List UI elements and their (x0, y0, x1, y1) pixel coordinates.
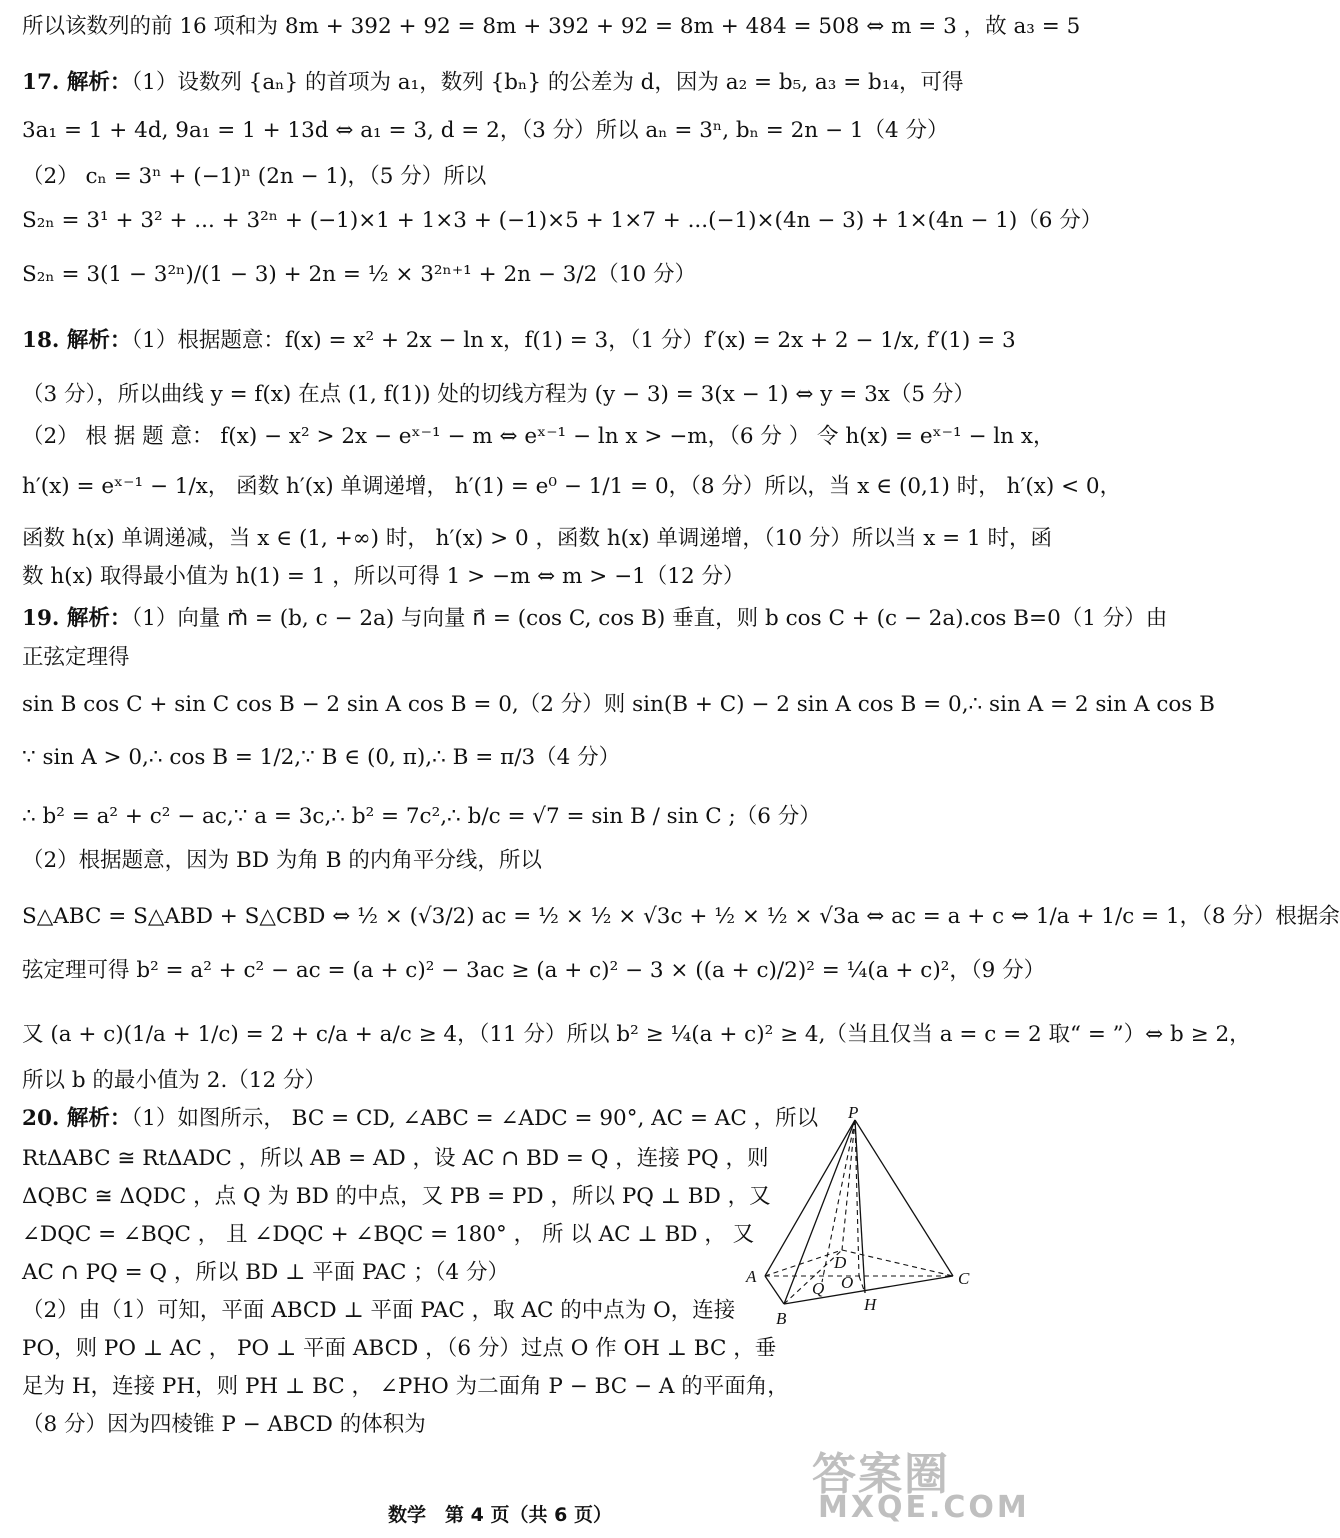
line-text: S₂ₙ = 3¹ + 3² + ... + 3²ⁿ + (−1)×1 + 1×3 + (−1)×5 + 1×7 + ...(−1)×(4n − 3) + 1×(4n − 1)（6 分） (22, 208, 1103, 233)
text-line (22, 745, 620, 771)
line-text: 函数 h(x) 单调递减，当 x ∈ (1, +∞) 时， h′(x) > 0 ，函数 h(x) 单调递增，（10 分）所以当 x = 1 时，函 (22, 526, 1053, 551)
text-line (22, 1184, 771, 1210)
line-text: ∠DQC = ∠BQC ， 且 ∠DQC + ∠BQC = 180° ， 所 以 AC ⊥ BD ， 又 (22, 1222, 755, 1247)
line-text: （2） 根 据 题 意： f(x) − x² > 2x − eˣ⁻¹ − m ⇔ eˣ⁻¹ − ln x > −m，（6 分 ） 令 h(x) = eˣ⁻¹ − ln x， (22, 424, 1055, 449)
text-line (22, 262, 696, 288)
text-line (22, 164, 486, 190)
question-label: 20. 解析： (22, 1106, 132, 1131)
label-h: H (864, 1295, 877, 1314)
text-line (22, 958, 1045, 984)
line-text: （1）根据题意：f(x) = x² + 2x − ln x，f(1) = 3，（1 分）f′(x) = 2x + 2 − 1/x, f′(1) = 3 (131, 328, 1016, 353)
text-line (22, 1068, 326, 1094)
label-c: C (958, 1269, 970, 1288)
question-label: 19. 解析： (22, 606, 132, 631)
text-line (22, 70, 964, 96)
text-line (22, 1374, 789, 1400)
line-text: （2） cₙ = 3ⁿ + (−1)ⁿ (2n − 1)，（5 分）所以 (22, 164, 487, 189)
text-line (22, 1222, 755, 1248)
text-line (22, 1106, 819, 1132)
text-line (22, 1260, 509, 1286)
text-line (22, 1022, 1251, 1048)
label-b: B (776, 1309, 787, 1328)
line-text: 所以 b 的最小值为 2.（12 分） (22, 1068, 326, 1093)
label-o: O (841, 1273, 854, 1292)
line-text: （3 分），所以曲线 y = f(x) 在点 (1, f(1)) 处的切线方程为 (y − 3) = 3(x − 1) ⇔ y = 3x（5 分） (22, 382, 975, 407)
text-line (22, 848, 542, 874)
line-text: 弦定理可得 b² = a² + c² − ac = (a + c)² − 3ac ≥ (a + c)² − 3 × ((a + c)/2)² = ¼(a + c)²，（9 分） (22, 958, 1046, 983)
line-text: （1）设数列 {aₙ} 的首项为 a₁，数列 {bₙ} 的公差为 d，因为 a₂ = b₅, a₃ = b₁₄，可得 (131, 70, 964, 95)
line-text: （1）向量 m⃗ = (b, c − 2a) 与向量 n⃗ = (cos C, cos B) 垂直，则 b cos C + (c − 2a).cos B=0（1 分）由 (131, 606, 1168, 631)
line-text: AC ∩ PQ = Q ，所以 BD ⊥ 平面 PAC ；（4 分） (22, 1260, 510, 1285)
line-text: （1）如图所示， BC = CD, ∠ABC = ∠ADC = 90°, AC = AC ，所以 (131, 1106, 819, 1131)
line-text: 又 (a + c)(1/a + 1/c) = 2 + c/a + a/c ≥ 4，（11 分）所以 b² ≥ ¼(a + c)² ≥ 4,（当且仅当 a = c = 2 取“ = ”）⇔ b ≥ 2， (22, 1022, 1251, 1047)
question-label: 18. 解析： (22, 328, 132, 353)
text-line (22, 1336, 777, 1362)
text-line (22, 692, 1215, 718)
text-line (22, 645, 130, 671)
line-text: ∵ sin A > 0,∴ cos B = 1/2,∵ B ∈ (0, π),∴ B = π/3（4 分） (22, 745, 621, 770)
line-text: 数 h(x) 取得最小值为 h(1) = 1 ，所以可得 1 > −m ⇔ m > −1（12 分） (22, 564, 745, 589)
text-line (22, 208, 1102, 234)
text-line (22, 424, 1054, 450)
text-line (22, 328, 1016, 354)
line-text: （8 分）因为四棱锥 P − ABCD 的体积为 (22, 1412, 426, 1437)
label-a: A (746, 1267, 757, 1286)
line-text: （2）由（1）可知，平面 ABCD ⊥ 平面 PAC ，取 AC 的中点为 O，连接 (22, 1298, 736, 1323)
line-text: PO，则 PO ⊥ AC ， PO ⊥ 平面 ABCD ，（6 分）过点 O 作 OH ⊥ BC ，垂 (22, 1336, 777, 1361)
text-line (22, 14, 1080, 40)
line-text: 所以该数列的前 16 项和为 8m + 392 + 92 = 8m + 392 + 92 = 8m + 484 = 508 ⇔ m = 3 ，故 a₃ = 5 (22, 14, 1081, 39)
line-text: （2）根据题意，因为 BD 为角 B 的内角平分线，所以 (22, 848, 542, 873)
text-line (22, 1298, 736, 1324)
line-text: h′(x) = eˣ⁻¹ − 1/x， 函数 h′(x) 单调递增， h′(1) = e⁰ − 1/1 = 0，（8 分）所以，当 x ∈ (0,1) 时， h′(x) < 0， (22, 474, 1122, 499)
line-text: S₂ₙ = 3(1 − 3²ⁿ)/(1 − 3) + 2n = ½ × 3²ⁿ⁺¹ + 2n − 3/2（10 分） (22, 262, 696, 287)
label-p: P (848, 1103, 859, 1122)
text-line (22, 1412, 426, 1438)
page-footer: 数学 第 4 页（共 6 页） (388, 1504, 612, 1526)
watermark-title: 答案圈 (812, 1449, 950, 1500)
text-line (22, 564, 745, 590)
text-line (22, 804, 821, 830)
line-text: RtΔABC ≅ RtΔADC ，所以 AB = AD ，设 AC ∩ BD = Q ，连接 PQ ，则 (22, 1146, 769, 1171)
label-d: D (834, 1253, 847, 1272)
watermark-logo (800, 1438, 1030, 1533)
question-label: 17. 解析： (22, 70, 132, 95)
line-text: sin B cos C + sin C cos B − 2 sin A cos B = 0,（2 分）则 sin(B + C) − 2 sin A cos B = 0,∴ sin A = 2 sin A cos B (22, 692, 1215, 717)
line-text: ΔQBC ≅ ΔQDC ，点 Q 为 BD 的中点，又 PB = PD ，所以 PQ ⊥ BD ，又 (22, 1184, 771, 1209)
pyramid-figure (738, 1103, 988, 1335)
line-text: 足为 H，连接 PH，则 PH ⊥ BC ， ∠PHO 为二面角 P − BC − A 的平面角， (22, 1374, 789, 1399)
text-line (22, 474, 1121, 500)
line-text: ∴ b² = a² + c² − ac,∵ a = 3c,∴ b² = 7c²,∴ b/c = √7 = sin B / sin C ;（6 分） (22, 804, 821, 829)
line-text: 正弦定理得 (22, 645, 130, 670)
watermark-url: MXQE.COM (818, 1490, 1030, 1525)
line-text: S△ABC = S△ABD + S△CBD ⇔ ½ × (√3/2) ac = ½ × ½ × √3c + ½ × ½ × √3a ⇔ ac = a + c ⇔ 1/a + 1/c = 1，（8 分）根据余 (22, 904, 1340, 929)
line-text: 3a₁ = 1 + 4d, 9a₁ = 1 + 13d ⇔ a₁ = 3, d = 2，（3 分）所以 aₙ = 3ⁿ, bₙ = 2n − 1（4 分） (22, 118, 949, 143)
text-line (22, 382, 975, 408)
text-line (22, 526, 1052, 552)
label-q: Q (812, 1279, 825, 1298)
text-line (22, 118, 949, 144)
text-line (22, 606, 1167, 632)
text-line (22, 1146, 769, 1172)
text-line (22, 904, 1340, 930)
